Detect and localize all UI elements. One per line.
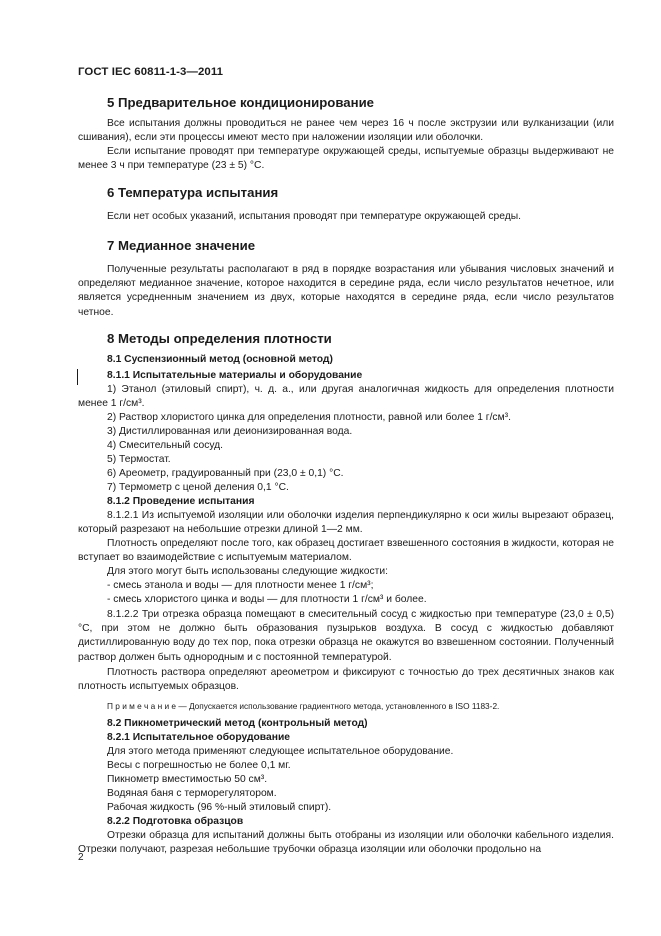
subsection-8-1-1-title: 8.1.1 Испытательные материалы и оборудование (107, 370, 363, 381)
list-item-7: 7) Термометр с ценой деления 0,1 °С. (107, 482, 289, 493)
equipment-intro: Для этого метода применяют следующее испытательное оборудование. (107, 746, 454, 757)
subsection-8-2-2-title: 8.2.2 Подготовка образцов (107, 816, 244, 827)
section-5-para-2: Если испытание проводят при температуре окружающей среды, испытуемые образцы выдерживают не менее 3 ч при температуре (23 ± 5) °С. (78, 146, 614, 172)
note: П р и м е ч а н и е — Допускается использование градиентного метода, установленного в ISO 1183-2. (107, 701, 500, 711)
para-density: Плотность определяют после того, как образец достигает взвешенного состояния в жидкости, которая не вступает во взаимодействие с испытуемым материалом. (78, 538, 614, 564)
list-item-6: 6) Ареометр, градуированный при (23,0 ± 0,1) °С. (107, 468, 344, 479)
section-6-para-1: Если нет особых указаний, испытания проводят при температуре окружающей среды. (107, 211, 521, 222)
section-5-title: 5 Предварительное кондиционирование (107, 95, 375, 110)
dash-item-1: - смесь этанола и воды — для плотности менее 1 г/см³; (107, 580, 374, 591)
equipment-item-4: Рабочая жидкость (96 %-ный этиловый спирт). (107, 802, 332, 813)
para-8-1-2-1: 8.1.2.1 Из испытуемой изоляции или оболочки изделия перпендикулярно к оси жилы вырезают образец, который разрезают на небольшие отрезки длиной 1—2 мм. (78, 510, 614, 536)
subsection-8-1-2-title: 8.1.2 Проведение испытания (107, 496, 255, 507)
section-6-title: 6 Температура испытания (107, 185, 279, 200)
equipment-item-2: Пикнометр вместимостью 50 см³. (107, 774, 268, 785)
list-item-2: 2) Раствор хлористого цинка для определения плотности, равной или более 1 г/см³. (107, 412, 511, 423)
section-8-title: 8 Методы определения плотности (107, 331, 332, 346)
para-8-2-2: Отрезки образца для испытаний должны быть отобраны из изоляции или оболочки кабельного изделия. Отрезки получают, разрезая небольшие трубочки образца изоляции или оболочки продольно на (78, 830, 614, 856)
section-5-para-1: Все испытания должны проводиться не ранее чем через 16 ч после экструзии или вулканизации (или сшивания), если эти процессы имеют место при наложении изоляции или оболочки. (78, 118, 614, 144)
list-item-3: 3) Дистиллированная или деионизированная вода. (107, 426, 353, 437)
section-7-para-1: Полученные результаты располагают в ряд в порядке возрастания или убывания числовых значений и определяют медианное значение, которое находится в середине ряда, если число результатов нечетное, или является усредненным значением из двух, которые находятся в середине ряда, если число результатов четное. (78, 264, 614, 318)
para-8-1-2-2: 8.1.2.2 Три отрезка образца помещают в смесительный сосуд с жидкостью при температуре (23,0 ± 0,5) °С, при этом не должно быть образования пузырьков воздуха. В сосуд с жидкостью добавляют дистиллированную воду до тех пор, пока отрезки образца не окажутся во взвешенном состоянии. Полученный раствор должен быть однородным и с постоянной температурой. (78, 609, 614, 663)
para-liquids: Для этого могут быть использованы следующие жидкости: (107, 566, 388, 577)
document-header: ГОСТ IEC 60811-1-3—2011 (78, 66, 224, 78)
list-item-5: 5) Термостат. (107, 454, 171, 465)
equipment-item-1: Весы с погрешностью не более 0,1 мг. (107, 760, 291, 771)
dash-item-2: - смесь хлористого цинка и воды — для плотности 1 г/см³ и более. (107, 594, 427, 605)
subsection-8-2-1-title: 8.2.1 Испытательное оборудование (107, 732, 290, 743)
page-number: 2 (78, 852, 84, 863)
subsection-8-2-title: 8.2 Пикнометрический метод (контрольный метод) (107, 718, 368, 729)
list-item-1: 1) Этанол (этиловый спирт), ч. д. а., или другая аналогичная жидкость для определения плотности менее 1 г/см³. (78, 384, 614, 410)
equipment-item-3: Водяная баня с терморегулятором. (107, 788, 277, 799)
subsection-8-1-title: 8.1 Суспензионный метод (основной метод) (107, 354, 333, 365)
section-7-title: 7 Медианное значение (107, 238, 256, 253)
list-item-4: 4) Смесительный сосуд. (107, 440, 224, 451)
para-solution: Плотность раствора определяют ареометром и фиксируют с точностью до трех десятичных знаков как плотность испытуемых образцов. (78, 667, 614, 693)
